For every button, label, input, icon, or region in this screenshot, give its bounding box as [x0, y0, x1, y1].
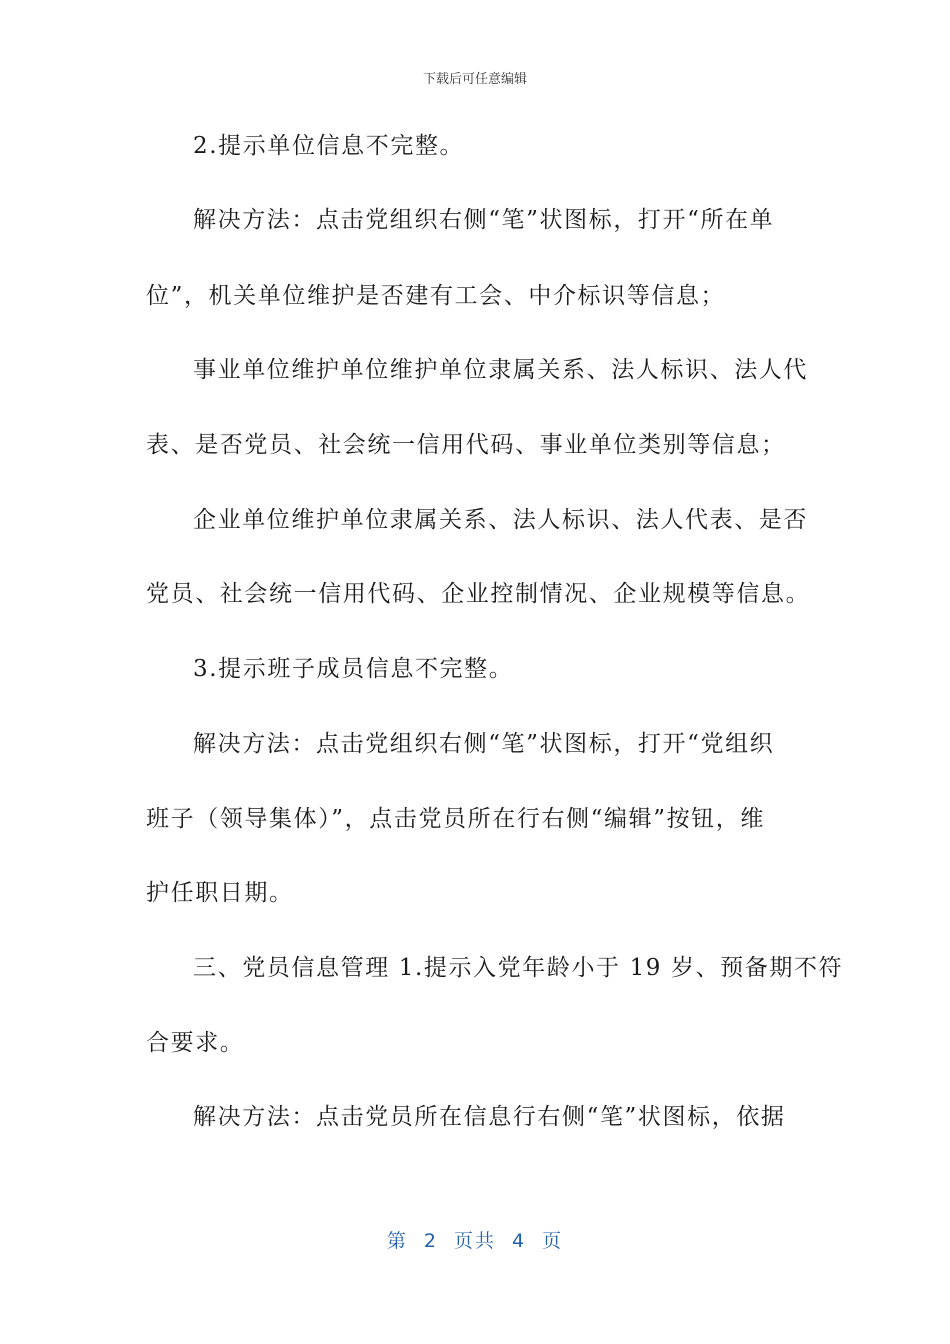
- footer-suffix: 页: [542, 1230, 564, 1252]
- paragraph-line: 护任职日期。: [146, 880, 294, 906]
- paragraph-line: 表、是否党员、社会统一信用代码、事业单位类别等信息；: [146, 432, 786, 458]
- footer-total-pages: 4: [512, 1230, 527, 1252]
- paragraph-line: 2.提示单位信息不完整。: [193, 133, 465, 159]
- paragraph-line: 事业单位维护单位维护单位隶属关系、法人标识、法人代: [193, 357, 808, 383]
- paragraph-line: 合要求。: [146, 1030, 245, 1056]
- footer-middle: 页共: [453, 1230, 496, 1252]
- paragraph-line: 位”，机关单位维护是否建有工会、中介标识等信息；: [146, 283, 726, 309]
- paragraph-line: 解决方法：点击党员所在信息行右侧“笔”状图标，依据: [193, 1104, 786, 1130]
- paragraph-line: 3.提示班子成员信息不完整。: [193, 656, 514, 682]
- paragraph-line: 解决方法：点击党组织右侧“笔”状图标，打开“所在单: [193, 207, 775, 233]
- page-footer: [0, 1226, 950, 1253]
- paragraph-line: 党员、社会统一信用代码、企业控制情况、企业规模等信息。: [146, 581, 811, 607]
- paragraph-line: 班子（领导集体）”，点击党员所在行右侧“编辑”按钮，维: [146, 806, 765, 832]
- footer-prefix: 第: [386, 1230, 408, 1252]
- footer-current-page: 2: [423, 1230, 438, 1252]
- page-header: 下载后可任意编辑: [422, 72, 527, 87]
- paragraph-line: 三、党员信息管理 1.提示入党年龄小于 19 岁、预备期不符: [193, 955, 844, 981]
- paragraph-line: 企业单位维护单位隶属关系、法人标识、法人代表、是否: [193, 507, 808, 533]
- paragraph-line: 解决方法：点击党组织右侧“笔”状图标，打开“党组织: [193, 731, 775, 757]
